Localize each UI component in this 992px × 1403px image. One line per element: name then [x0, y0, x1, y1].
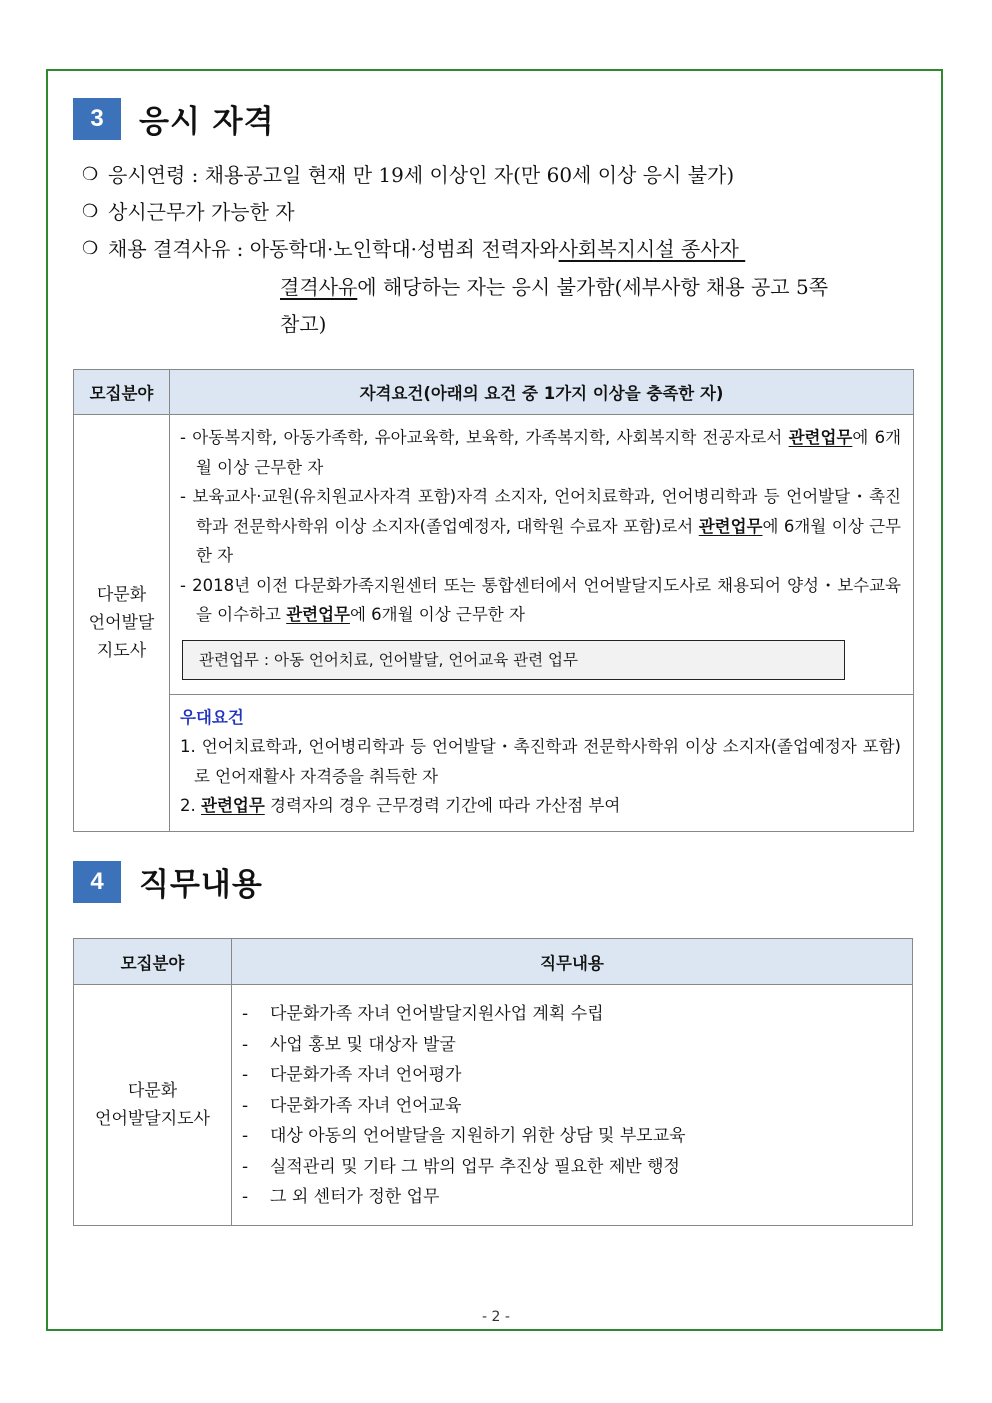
requirement-text: 에 6개월 이상 근무한 자	[196, 428, 902, 477]
requirement-text: - 보육교사·교원(유치원교사자격 포함)자격 소지자, 언어치료학과, 언어병리학과 등 언어발달・촉진학과 전문학사학위 이상 소지자(졸업예정자, 대학원 수료자 포함)로서	[180, 487, 901, 536]
preferred-text: 2.	[180, 796, 201, 815]
section-4-heading	[73, 859, 263, 904]
duty-text: 다문화가족 자녀 언어교육	[270, 1095, 462, 1116]
requirement-item	[180, 482, 901, 571]
dash: -	[242, 1034, 249, 1055]
circle-bullet-icon: ❍	[82, 201, 99, 222]
underlined-text: 사회복지시설 종사자	[558, 237, 746, 261]
requirement-item	[180, 423, 901, 482]
duty-text: 대상 아동의 언어발달을 지원하기 위한 상담 및 부모교육	[270, 1126, 686, 1146]
duties-table	[73, 938, 913, 1226]
duty-text: 사업 홍보 및 대상자 발굴	[270, 1034, 456, 1055]
duty-text: 다문화가족 자녀 언어발달지원사업 계획 수립	[270, 1004, 604, 1024]
dash: -	[242, 1187, 249, 1207]
eligibility-table	[73, 369, 914, 832]
duty-item	[242, 1091, 902, 1122]
bullet-text: 상시근무가 가능한 자	[108, 200, 295, 224]
preferred-cell	[170, 694, 914, 831]
highlight-text: 관련업무	[286, 605, 350, 624]
duty-text: 실적관리 및 기타 그 밖의 업무 추진상 필요한 제반 행정	[270, 1156, 680, 1177]
requirement-text: - 2018년 이전 다문화가족지원센터 또는 통합센터에서 언어발달지도사로 채용되어 양성・보수교육을 이수하고	[180, 575, 901, 624]
field-line: 언어발달	[88, 612, 155, 633]
bullet-label: 채용 결격사유 :	[108, 237, 250, 261]
preferred-item	[180, 791, 901, 821]
requirement-item	[180, 571, 901, 630]
duty-item	[242, 1121, 902, 1152]
bullet-continuation	[280, 269, 912, 306]
eligibility-list	[82, 158, 912, 343]
header-field: 모집분야	[74, 939, 232, 985]
section-title: 응시 자격	[139, 104, 275, 140]
duty-item	[242, 1030, 902, 1061]
section-number: 3	[73, 98, 121, 140]
bullet-text: 아동학대·노인학대·성범죄 전력자와	[249, 237, 559, 261]
field-line: 다문화	[127, 1080, 178, 1101]
duty-item	[242, 1060, 902, 1091]
bullet-item	[82, 232, 912, 269]
header-duties: 직무내용	[232, 939, 913, 985]
preferred-text: 1. 언어치료학과, 언어병리학과 등 언어발달・촉진학과 전문학사학위 이상 소지자(졸업예정자 포함)로 언어재활사 자격증을 취득한 자	[180, 737, 901, 786]
requirement-text: - 아동복지학, 아동가족학, 유아교육학, 보육학, 가족복지학, 사회복지학 전공자로서	[180, 428, 789, 447]
duty-text: 그 외 센터가 정한 업무	[270, 1187, 440, 1207]
page-number: - 2 -	[482, 1309, 510, 1325]
highlight-text: 관련업무	[698, 516, 763, 536]
duty-item	[242, 999, 902, 1030]
requirements-cell	[170, 415, 914, 695]
dash: -	[242, 1065, 249, 1085]
bullet-item	[82, 158, 912, 195]
bullet-text: 응시연령 : 채용공고일 현재 만 19세 이상인 자(만 60세 이상 응시 불가)	[108, 163, 735, 187]
highlight-text: 관련업무	[788, 428, 853, 447]
duty-text: 다문화가족 자녀 언어평가	[270, 1065, 462, 1085]
preferred-title: 우대요건	[180, 707, 244, 727]
field-cell	[74, 415, 170, 832]
dash: -	[242, 1126, 249, 1146]
bullet-continuation	[280, 306, 912, 343]
highlight-text: 관련업무	[201, 796, 265, 815]
circle-bullet-icon: ❍	[82, 238, 99, 259]
field-line: 언어발달지도사	[95, 1108, 210, 1129]
related-work-note: 관련업무 : 아동 언어치료, 언어발달, 언어교육 관련 업무	[182, 640, 845, 680]
dash: -	[242, 1095, 249, 1116]
header-requirements: 자격요건(아래의 요건 중 1가지 이상을 충족한 자)	[170, 370, 914, 415]
bullet-text: 에 해당하는 자는 응시 불가함(세부사항 채용 공고 5쪽	[357, 275, 829, 299]
section-3-heading	[73, 96, 275, 141]
preferred-item	[180, 732, 901, 791]
duty-item	[242, 1152, 902, 1183]
circle-bullet-icon: ❍	[82, 164, 99, 185]
underlined-text: 결격사유	[280, 275, 358, 299]
field-cell	[74, 985, 232, 1226]
preferred-text: 경력자의 경우 근무경력 기간에 따라 가산점 부여	[264, 796, 621, 815]
requirement-text: 에 6개월 이상 근무한 자	[196, 516, 901, 565]
dash: -	[242, 1004, 249, 1024]
field-line: 지도사	[96, 640, 147, 661]
dash: -	[242, 1156, 249, 1177]
requirement-text: 에 6개월 이상 근무한 자	[349, 605, 525, 624]
section-number: 4	[73, 861, 121, 903]
duty-item	[242, 1182, 902, 1213]
duties-cell	[232, 985, 913, 1226]
bullet-text: 참고)	[280, 312, 327, 336]
field-line: 다문화	[96, 584, 147, 605]
section-title: 직무내용	[139, 867, 263, 903]
header-field: 모집분야	[74, 370, 170, 415]
bullet-item	[82, 195, 912, 232]
